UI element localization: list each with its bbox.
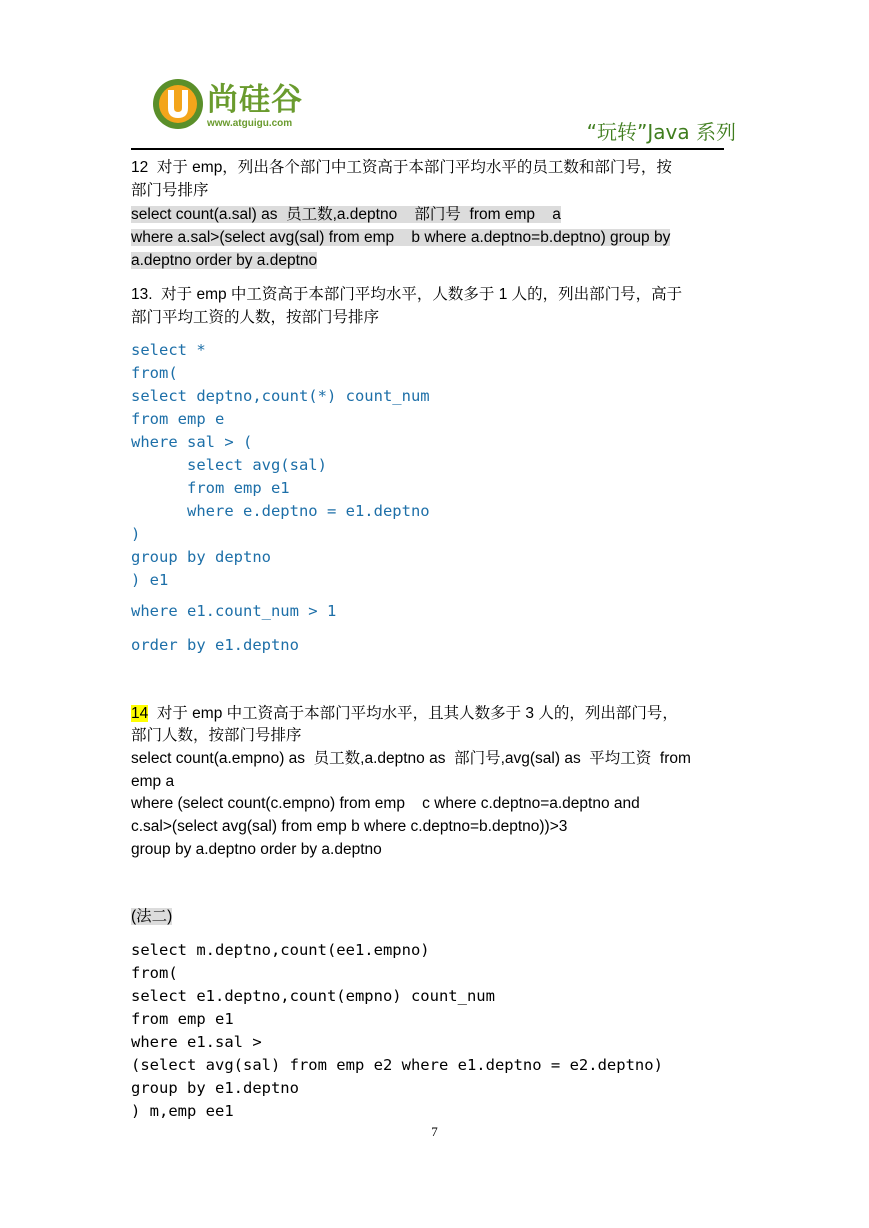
q12-sql-line3-text: a.deptno order by a.deptno [131, 252, 318, 269]
q14-sql-line1: select count(a.empno) as 员工数,a.deptno as 部门号,avg(sal) as 平均工资 from [131, 750, 691, 767]
q13-title-line2: 部门平均工资的人数，按部门号排序 [131, 309, 380, 326]
q12-title-line1: 12 对于 emp，列出各个部门中工资高于本部门平均水平的员工数和部门号，按 [131, 159, 672, 176]
q12-sql-line2-text: where a.sal>(select avg(sal) from emp b where a.deptno=b.deptno) group by [131, 229, 671, 246]
q14-sql-line5: group by a.deptno order by a.deptno [131, 841, 382, 858]
method2-label-text: (法二) [131, 908, 173, 925]
q12-title-line2: 部门号排序 [131, 182, 209, 199]
q14-title-rest: 对于 emp 中工资高于本部门平均水平，且其人数多于 3 人的，列出部门号， [148, 705, 678, 722]
logo-text: 尚硅谷 [207, 82, 303, 118]
header-rule [131, 148, 724, 150]
q12-sql-line3 [131, 249, 317, 272]
atguigu-logo [151, 72, 351, 138]
q14-sql-line2: emp a [131, 773, 175, 790]
page-header [131, 62, 736, 150]
q12-sql-line1-text: select count(a.sal) as 员工数,a.deptno 部门号 from emp a [131, 206, 561, 223]
q14-sql-line4: c.sal>(select avg(sal) from emp b where c.deptno=b.deptno))>3 [131, 818, 568, 835]
q12-sql-line2 [131, 226, 670, 249]
series-title: “玩转”Java 系列 [586, 120, 736, 144]
q14-sql-line3: where (select count(c.empno) from emp c where c.deptno=a.deptno and [131, 795, 640, 812]
page-number: 7 [431, 1124, 438, 1139]
method2-code-block: select m.deptno,count(ee1.empno) from( select e1.deptno,count(empno) count_num from emp e1 where e1.sal > (select avg(sal) from emp e2 where e1.deptno = e2.deptno) group by e1.deptno ) m,emp ee1 [131, 941, 663, 1120]
q13-code-block: select * from( select deptno,count(*) count_num from emp e where sal > ( select avg(sal) from emp e1 where e.deptno = e1.deptno ) group by deptno ) e1 [131, 341, 430, 589]
method2-label [131, 905, 172, 928]
q14-number: 14 [131, 705, 149, 722]
q13-code-where: where e1.count_num > 1 [131, 602, 337, 620]
q13-title-line1: 13. 对于 emp 中工资高于本部门平均水平，人数多于 1 人的，列出部门号，高于 [131, 286, 683, 303]
q14-title-line1 [131, 702, 678, 725]
u-logo-icon [151, 76, 207, 136]
logo-url: www.atguigu.com [207, 118, 293, 129]
q14-title-line2: 部门人数，按部门号排序 [131, 727, 302, 744]
q13-code-order: order by e1.deptno [131, 636, 299, 654]
q12-sql-line1 [131, 203, 561, 226]
